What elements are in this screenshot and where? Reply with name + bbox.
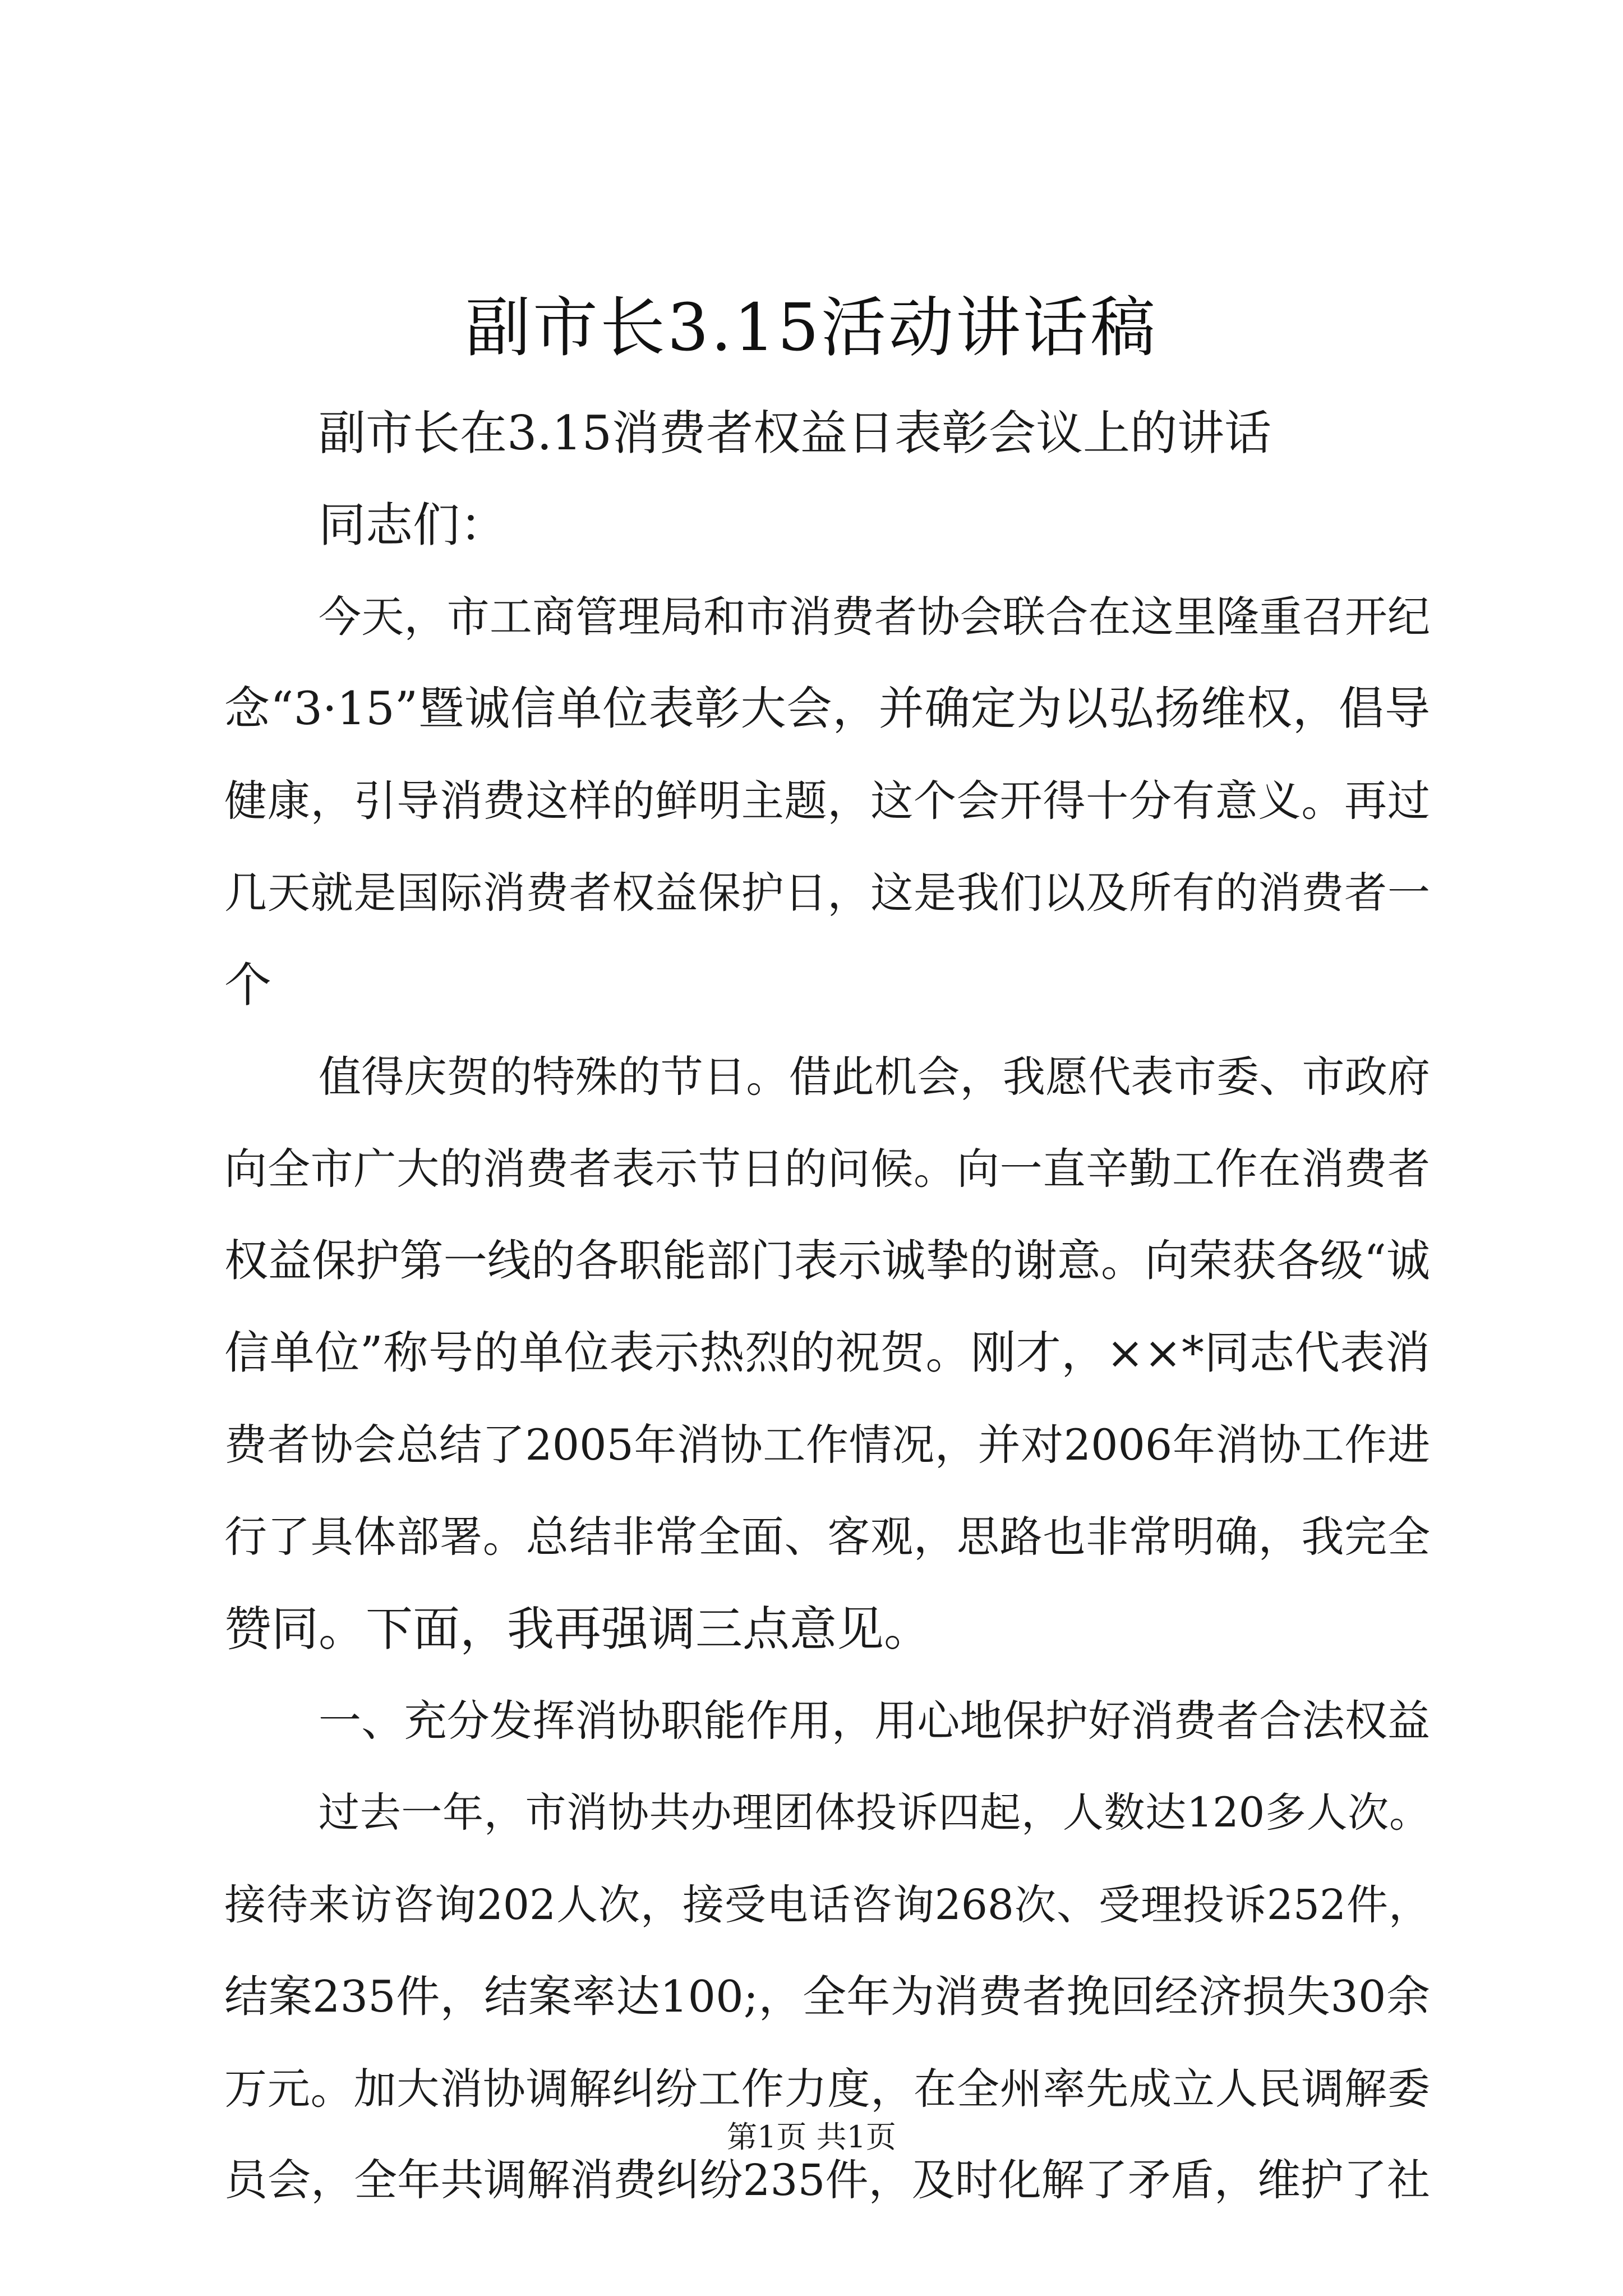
paragraph-line: 健康，引导消费这样的鲜明主题，这个会开得十分有意义。再过 [224,776,1430,826]
paragraph-line: 向全市广大的消费者表示节日的问候。向一直辛勤工作在消费者 [224,1144,1430,1194]
paragraph-line: 值得庆贺的特殊的节日。借此机会，我愿代表市委、市政府 [319,1052,1430,1102]
document-title: 副市长3.15活动讲话稿 [465,290,1158,366]
document-body [224,387,1430,2227]
section-heading-line: 一、充分发挥消协职能作用，用心地保护好消费者合法权益 [319,1696,1430,1746]
paragraph-line: 信单位”称号的单位表示热烈的祝贺。刚才，××*同志代表消 [224,1327,1430,1379]
paragraph-line: 个 [224,958,272,1013]
paragraph-line: 今天，市工商管理局和市消费者协会联合在这里隆重召开纪 [319,592,1430,642]
subtitle-line: 副市长在3.15消费者权益日表彰会议上的讲话 [319,406,1272,461]
salutation-line: 同志们： [319,498,508,553]
paragraph-line: 费者协会总结了2005年消协工作情况，并对2006年消协工作进 [224,1420,1430,1470]
paragraph-line: 行了具体部署。总结非常全面、客观，思路也非常明确，我完全 [224,1512,1430,1562]
paragraph-line: 结案235件，结案率达100;，全年为消费者挽回经济损失30余 [224,1972,1430,2022]
paragraph-line: 念“3·15”暨诚信单位表彰大会，并确定为以弘扬维权，倡导 [224,683,1430,735]
paragraph-line: 过去一年，市消协共办理团体投诉四起，人数达120多人次。 [319,1789,1430,1837]
paragraph-line: 赞同。下面，我再强调三点意见。 [224,1602,932,1657]
paragraph-line: 几天就是国际消费者权益保护日，这是我们以及所有的消费者一 [224,868,1430,918]
paragraph-line: 员会，全年共调解消费纠纷235件，及时化解了矛盾，维护了社 [224,2156,1430,2206]
paragraph-line: 权益保护第一线的各职能部门表示诚挚的谢意。向荣获各级“诚 [224,1236,1430,1286]
page-number-footer: 第1页 共1页 [727,2119,896,2155]
paragraph-line: 接待来访咨询202人次，接受电话咨询268次、受理投诉252件， [224,1881,1430,1929]
paragraph-line: 万元。加大消协调解纠纷工作力度，在全州率先成立人民调解委 [224,2064,1430,2114]
